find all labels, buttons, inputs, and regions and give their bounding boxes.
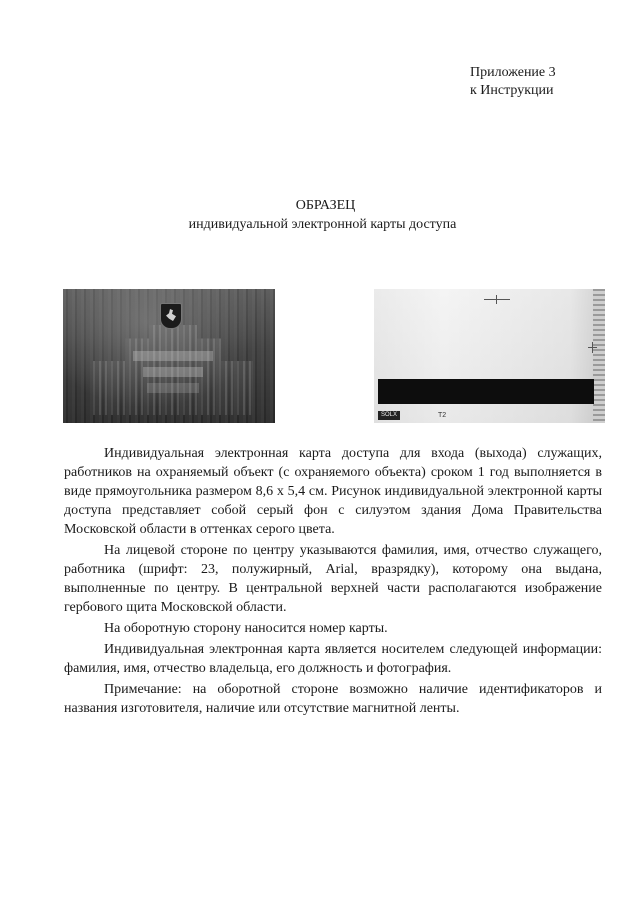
name-placeholder-line xyxy=(147,383,199,393)
paragraph-description: Индивидуальная электронная карта доступа для входа (выхода) служащих, работников на охраняемый объект (с охраняемого объекта) сроком 1 год выполняется в виде прямоугольника размером 8,6 x 5,4 см. Рисунок индивидуальной электронной карты доступа представляет собой серый фон с силуэтом здания Дома Правительства Московской области в оттенках серого цвета. xyxy=(64,446,602,537)
magnetic-stripe xyxy=(378,379,594,404)
paragraph-front-side: На лицевой стороне по центру указываются фамилия, имя, отчество служащего, работника (шрифт: 23, полужирный, Arial, вразрядку), которому она выдана, выполненные по центру. В центральной верхней части располагаются изображение гербового щита Московской области. xyxy=(64,543,602,615)
manufacturer-logo: SOLX xyxy=(378,411,400,420)
card-front-image xyxy=(63,289,275,423)
body-text xyxy=(64,444,602,718)
card-back-footer xyxy=(378,409,446,421)
card-type-code: T2 xyxy=(438,411,447,419)
card-back-image xyxy=(374,289,605,423)
registration-mark-icon xyxy=(484,299,510,300)
document-title: ОБРАЗЕЦ xyxy=(295,198,356,213)
appendix-reference: Приложение 3 к Инструкции xyxy=(470,65,556,98)
crosshair-mark-icon xyxy=(588,347,597,348)
paragraph-note: Примечание: на оборотной стороне возможно наличие идентификаторов и названия изготовителя, наличие или отсутствие магнитной ленты. xyxy=(64,682,602,716)
coat-of-arms-icon xyxy=(160,303,182,329)
title-block xyxy=(0,196,639,234)
document-subtitle: индивидуальной электронной карты доступа xyxy=(188,217,457,232)
paragraph-information: Индивидуальная электронная карта является носителем следующей информации: фамилия, имя, отчество владельца, его должность и фотография. xyxy=(64,642,602,676)
card-edge-shadow xyxy=(593,289,605,423)
paragraph-back-side: На оборотную сторону наносится номер карты. xyxy=(104,621,388,636)
name-placeholder-line xyxy=(133,351,213,361)
name-placeholder-line xyxy=(143,367,203,377)
